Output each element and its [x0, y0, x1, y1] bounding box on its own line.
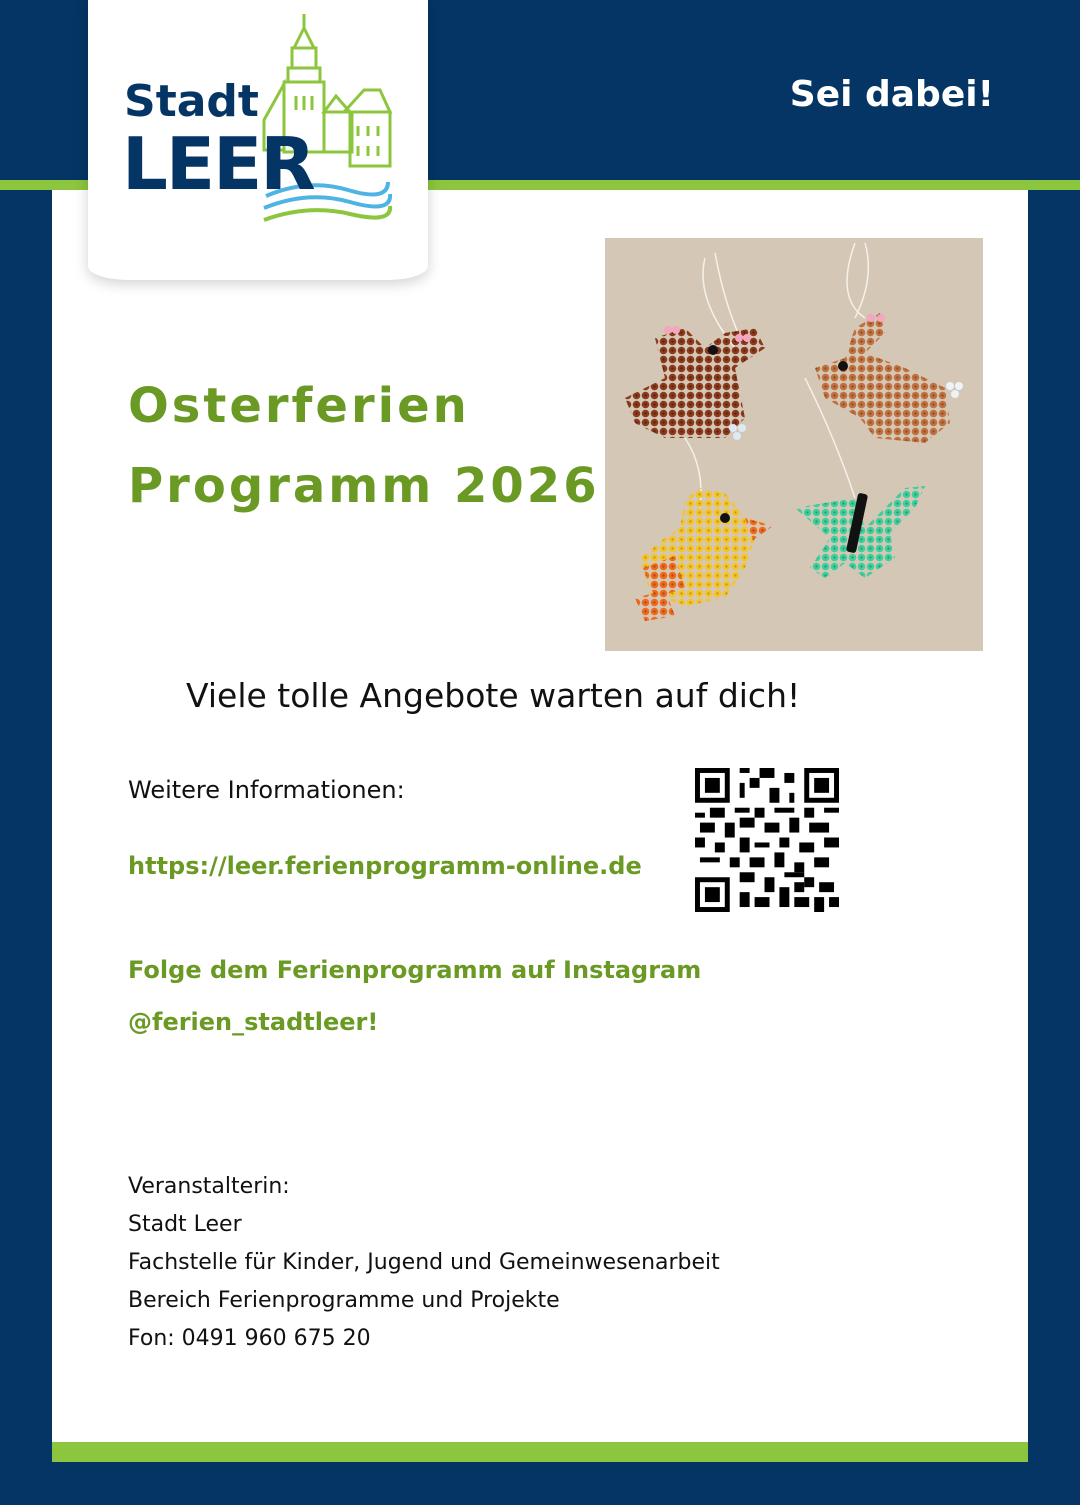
instagram-callout: Folge dem Ferienprogramm auf Instagram [128, 956, 702, 984]
instagram-handle[interactable]: @ferien_stadtleer! [128, 1008, 379, 1036]
organizer-block [128, 1168, 720, 1358]
bottom-green-stripe [52, 1442, 1028, 1462]
title-line-1: Osterferien [128, 378, 470, 434]
tagline: Sei dabei! [789, 74, 994, 115]
title-line-2: Programm 2026 [128, 458, 600, 514]
info-label: Weitere Informationen: [128, 776, 405, 804]
qr-code[interactable] [695, 768, 839, 912]
logo-text-leer: LEER [122, 122, 314, 206]
organizer-line: Stadt Leer [128, 1212, 242, 1237]
stadt-leer-logo [88, 0, 428, 280]
organizer-line: Bereich Ferienprogramme und Projekte [128, 1288, 560, 1313]
organizer-line: Fachstelle für Kinder, Jugend und Gemeinwesenarbeit [128, 1250, 720, 1275]
organizer-label: Veranstalterin: [128, 1174, 290, 1199]
program-website-link[interactable]: https://leer.ferienprogramm-online.de [128, 852, 642, 880]
logo-text-stadt: Stadt [124, 76, 259, 127]
organizer-phone: Fon: 0491 960 675 20 [128, 1326, 371, 1351]
bead-figures-photo [605, 238, 983, 651]
subheadline: Viele tolle Angebote warten auf dich! [186, 676, 801, 715]
